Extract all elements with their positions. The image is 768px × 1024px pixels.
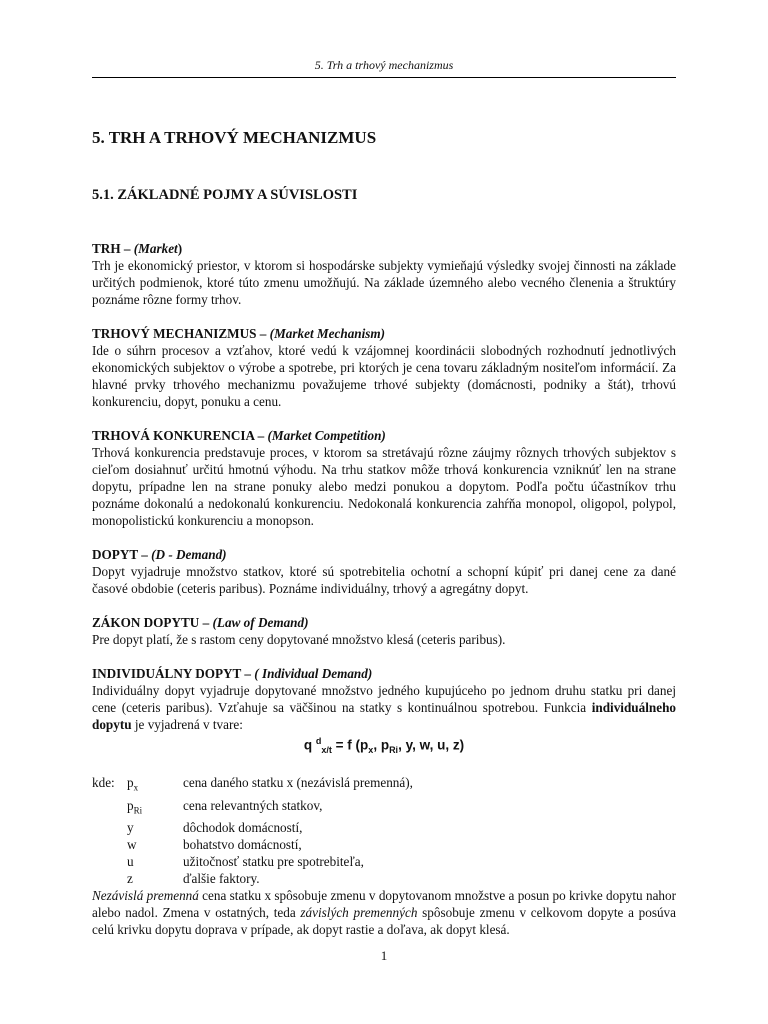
formula-sub: x: [368, 745, 374, 756]
term-english: (D - Demand): [151, 547, 227, 562]
section-heading: [92, 427, 676, 444]
section-heading: [92, 614, 676, 631]
symbol: p: [127, 775, 134, 791]
variable-row: [92, 819, 413, 836]
chapter-title: 5. TRH A TRHOVÝ MECHANIZMUS: [92, 128, 377, 147]
spacer: [92, 870, 127, 887]
variable-symbol: [127, 797, 183, 820]
closing-paragraph: [92, 887, 676, 938]
demand-formula: [92, 733, 676, 759]
section-text: Ide o súhrn procesov a vzťahov, ktoré vedú k vzájomnej koordinácii slobodných rozhodnutí jednotlivých ekonomických subjektov o výrobe a spotrebe, pri ktorých je cena tovaru základným nositeľom informácií. Za hlavné prvky trhového mechanizmu považujeme trhové subjekty (domácnosti, podniky a štát), trhovú konkurenciu, dopyt, ponuku a cenu.: [92, 343, 676, 409]
spacer: [92, 853, 127, 870]
section-heading: [92, 546, 676, 563]
symbol-sub: x: [133, 782, 139, 793]
variable-symbol: u: [127, 854, 134, 870]
section-title: 5.1. ZÁKLADNÉ POJMY A SÚVISLOSTI: [92, 187, 358, 203]
term: ZÁKON DOPYTU –: [92, 615, 213, 630]
text-part: Individuálny dopyt vyjadruje dopytované množstvo jedného kupujúceho po jednom druhu statku pri danej cene (ceteris paribus). Vzťahuje sa väčšinou na statky s kontinuálnou spotrebou. Funkcia: [92, 683, 676, 715]
section-text: Trhová konkurencia predstavuje proces, v ktorom sa stretávajú rôzne záujmy rôznych trhových subjektov s cieľom dosiahnuť určitú hmotnú výhodu. Na trhu statkov môže trhová konkurencia vzniknúť len na strane dopytu, prípadne len na strane ponuky alebo medzi ponukou a dopytom. Podľa počtu účastníkov trhu poznáme dokonalú a nedokonalú konkurenciu. Nedokonalá konkurencia zahŕňa monopol, oligopol, polypol, monopolistickú konkurenciu a monopson.: [92, 445, 676, 528]
variable-row: [92, 836, 413, 853]
variable-desc: užitočnosť statku pre spotrebiteľa,: [183, 854, 364, 870]
text-part: spôsobuje zmenu v celkovom dopyte a posúva celú krivku dopytu doprava v prípade, ak dopyt rastie a doľava, ak dopyt klesá.: [92, 905, 677, 938]
variable-row: [92, 774, 413, 797]
variable-desc: ďalšie faktory.: [183, 871, 260, 887]
term-english: (Market Mechanism): [269, 326, 386, 341]
term: TRHOVÁ KONKURENCIA –: [92, 428, 268, 443]
variable-symbol: [127, 774, 183, 797]
italic-term: závislých premenných: [300, 905, 418, 921]
italic-term: Nezávislá premenná: [92, 888, 199, 904]
section-individualny: [92, 665, 676, 733]
formula-sup: d: [315, 736, 322, 746]
text-bold: individuálneho dopytu: [92, 700, 676, 732]
formula-part: , y, w, u, z): [398, 737, 465, 753]
kde-label: kde:: [92, 775, 115, 791]
page-number: 1: [380, 948, 388, 963]
variables-table: [92, 774, 413, 887]
variable-desc: dôchodok domácností,: [183, 820, 303, 836]
section-heading: [92, 665, 676, 682]
spacer: [92, 797, 127, 820]
variable-desc: cena daného statku x (nezávislá premenná),: [183, 775, 413, 791]
term-english: (Market Competition): [267, 428, 386, 443]
formula-sub: Ri: [389, 745, 399, 756]
spacer: [92, 836, 127, 853]
term: TRHOVÝ MECHANIZMUS –: [92, 326, 270, 341]
spacer: [92, 819, 127, 836]
section-dopyt: [92, 546, 676, 597]
text-part: je vyjadrená v tvare:: [131, 717, 243, 732]
section-konkurencia: [92, 427, 676, 529]
variable-row: [92, 870, 413, 887]
symbol: p: [127, 797, 134, 813]
variable-row: [92, 797, 413, 820]
section-heading: [92, 325, 676, 342]
variable-desc: bohatstvo domácností,: [183, 837, 302, 853]
section-text: [92, 682, 676, 733]
section-text: Pre dopyt platí, že s rastom ceny dopytované množstvo klesá (ceteris paribus).: [92, 632, 506, 647]
section-zakon: [92, 614, 676, 648]
section-text: Dopyt vyjadruje množstvo statkov, ktoré sú spotrebitelia ochotní a schopní kúpiť pri danej cene za dané časové obdobie (ceteris paribus). Poznáme individuálny, trhový a agregátny dopyt.: [92, 564, 676, 596]
variable-symbol: w: [127, 837, 137, 853]
variable-symbol: z: [127, 871, 133, 887]
running-header: 5. Trh a trhový mechanizmus: [92, 58, 676, 78]
term: TRH –: [92, 241, 134, 256]
text-part: cena statku x spôsobuje zmenu v dopytovanom množstve a posun po krivke dopytu nahor alebo nadol. Zmena v ostatných, teda: [92, 888, 676, 921]
formula-part: = f (p: [331, 737, 369, 753]
formula-part: , p: [373, 737, 390, 753]
section-heading: [92, 240, 676, 257]
term-english: (Law of Demand): [212, 615, 309, 630]
term-english: ( Individual Demand): [254, 666, 373, 681]
term: INDIVIDUÁLNY DOPYT –: [92, 666, 255, 681]
formula-sub: x/t: [321, 745, 332, 756]
body-content: [92, 240, 676, 938]
symbol-sub: Ri: [133, 805, 143, 816]
variable-symbol: y: [127, 820, 134, 836]
term-close: ): [177, 241, 183, 256]
section-trh: [92, 240, 676, 308]
section-text: Trh je ekonomický priestor, v ktorom si hospodárske subjekty vymieňajú výsledky svojej činnosti na základe určitých podmienok, ktoré túto zmenu umožňujú. Na základe územného alebo vecného členenia a štruktúry poznáme rôzne formy trhov.: [92, 258, 676, 307]
formula-q: q: [303, 737, 316, 753]
term: DOPYT –: [92, 547, 152, 562]
variable-row: [92, 853, 413, 870]
section-mechanizmus: [92, 325, 676, 410]
variable-desc: cena relevantných statkov,: [183, 797, 323, 813]
term-english: (Market: [133, 241, 178, 256]
